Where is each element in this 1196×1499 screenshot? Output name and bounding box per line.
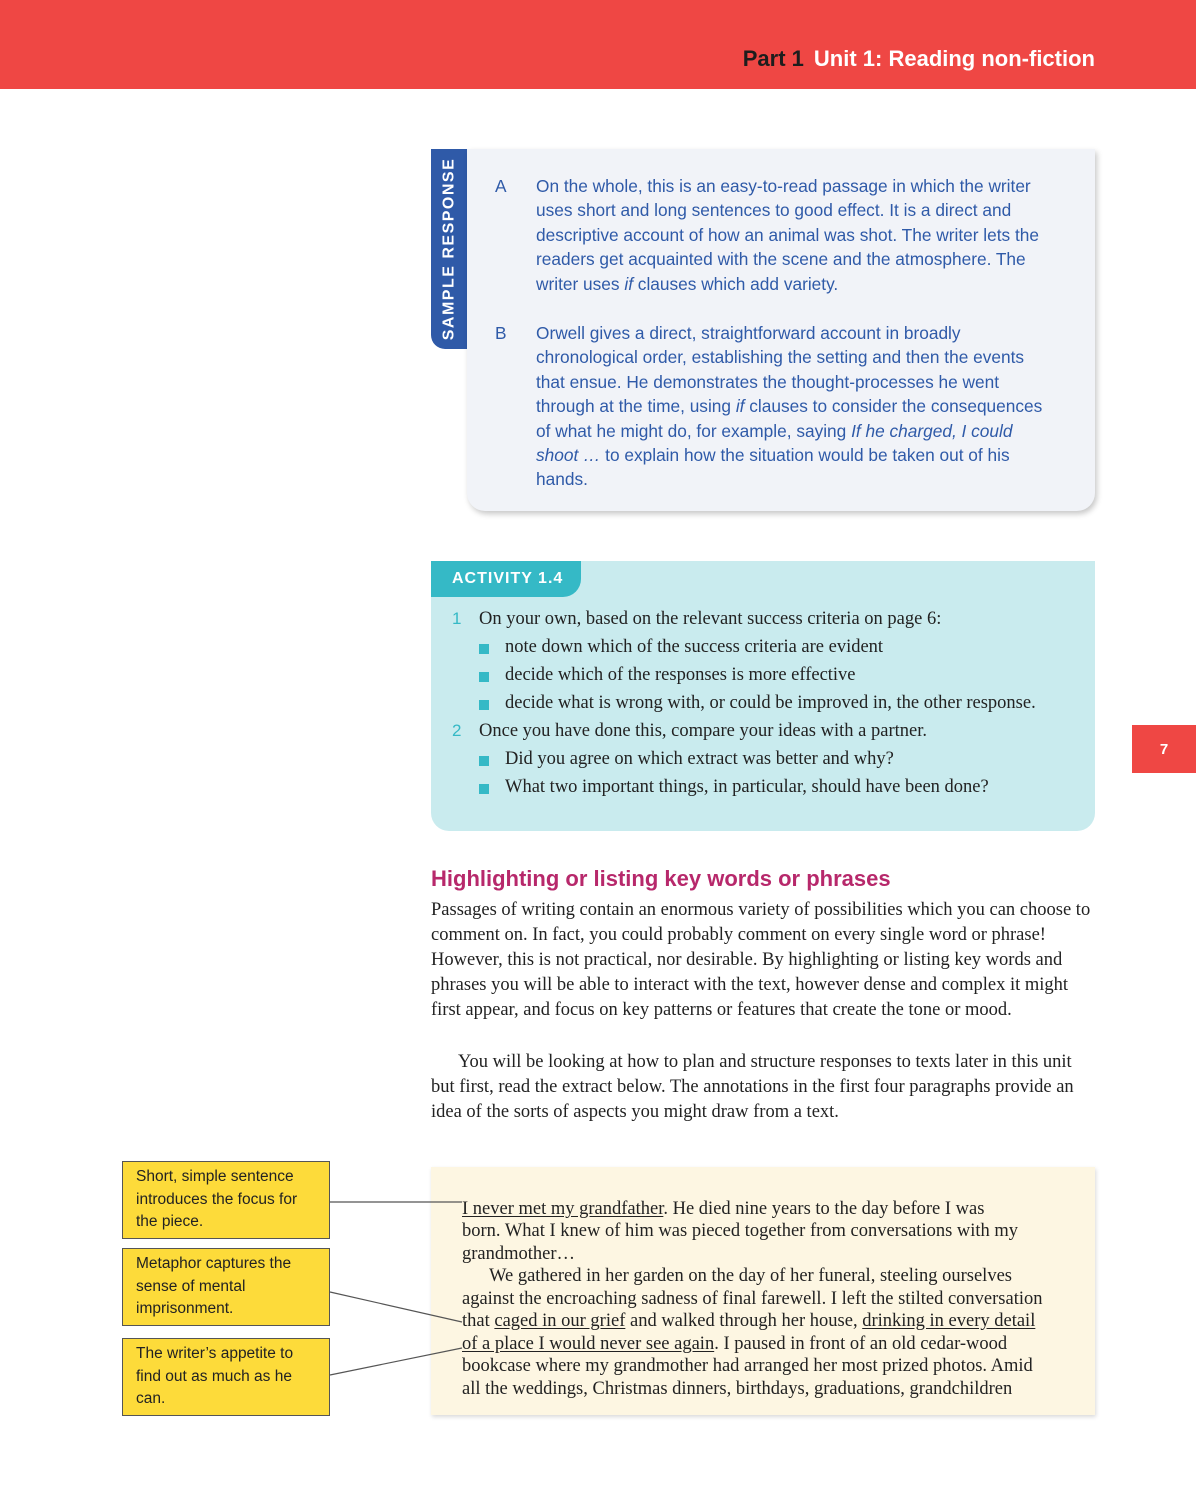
emphasis: if <box>624 273 633 294</box>
extract-line: born. What I knew of him was pieced together from conversations with my <box>462 1221 1019 1241</box>
text-run: and walked through her house, <box>625 1311 863 1331</box>
text-run: . He died nine years to the day before I was <box>663 1199 985 1219</box>
bullet-item: note down which of the success criteria are evident <box>505 637 884 657</box>
header-unit: Unit 1: Reading non-fiction <box>813 46 1095 71</box>
header-part: Part 1 <box>742 46 804 71</box>
extract-line: bookcase where my grandmother had arranged her most prized photos. Amid <box>462 1356 1033 1376</box>
text-run: of what he might do, for example, saying <box>536 420 852 441</box>
bullet-item: Did you agree on which extract was better and why? <box>505 749 894 769</box>
underlined-phrase: caged in our grief <box>494 1311 626 1331</box>
underlined-phrase: of a place I would never see again <box>462 1334 715 1354</box>
bullet-item: What two important things, in particular, should have been done? <box>505 777 989 797</box>
response-b-letter: B <box>495 323 507 343</box>
response-a-line: uses short and long sentences to good effect. It is a direct and <box>536 200 1012 221</box>
sample-response-label: SAMPLE RESPONSE <box>440 157 457 341</box>
bullet-item: decide which of the responses is more effective <box>505 665 856 685</box>
extract-line: all the weddings, Christmas dinners, birthdays, graduations, grandchildren <box>462 1379 1013 1399</box>
text-run: clauses which add variety. <box>633 273 839 294</box>
text-run: writer uses <box>536 273 625 294</box>
question-text: Once you have done this, compare your ideas with a partner. <box>479 721 927 741</box>
section-heading: Highlighting or listing key words or phrases <box>431 866 891 891</box>
response-b-line: chronological order, establishing the setting and then the events <box>536 347 1025 368</box>
question-number: 2 <box>452 721 462 740</box>
connector-line-3 <box>330 1348 462 1375</box>
body-paragraph: You will be looking at how to plan and structure responses to texts later in this unit but first, read the extract below. The annotations in the first four paragraphs provide an idea of the sorts of aspects you might draw from a text. <box>431 1052 1074 1123</box>
connector-line-2 <box>330 1292 462 1322</box>
response-b-line: hands. <box>536 469 588 490</box>
emphasis: if <box>735 396 745 417</box>
activity-tab: ACTIVITY 1.4 <box>431 561 581 597</box>
extract-line: against the encroaching sadness of final farewell. I left the stilted conversation <box>462 1289 1043 1309</box>
emphasis: shoot … <box>536 445 601 466</box>
response-a-letter: A <box>495 176 507 196</box>
annotation-box: The writer’s appetite to find out as much as he can. <box>122 1338 330 1416</box>
emphasis: If he charged, I could <box>851 420 1013 441</box>
page-number: 7 <box>1132 725 1196 773</box>
response-b-line: that ensue. He demonstrates the thought-processes he went <box>536 371 1000 392</box>
response-a-line: descriptive account of how an animal was shot. The writer lets the <box>536 224 1040 245</box>
extract-line: grandmother… <box>462 1244 576 1264</box>
response-b-line: Orwell gives a direct, straightforward account in broadly <box>536 323 961 343</box>
body-paragraph: Passages of writing contain an enormous variety of possibilities which you can choose to comment on. In fact, you could probably comment on every single word or phrase! However, this is not practical, nor desirable. By highlighting or listing key words and phrases you will be able to interact with the text, however dense and complex it might first appear, and focus on key patterns or features that create the tone or mood. <box>431 900 1091 1021</box>
extract-line: We gathered in her garden on the day of her funeral, steeling ourselves <box>489 1266 1012 1286</box>
question-text: On your own, based on the relevant success criteria on page 6: <box>479 609 942 629</box>
text-run: through at the time, using <box>536 396 736 417</box>
text-run: . I paused in front of an old cedar-wood <box>714 1334 1008 1354</box>
text-run: that <box>462 1311 495 1331</box>
bullet-item: decide what is wrong with, or could be improved in, the other response. <box>505 693 1036 713</box>
annotation-box: Short, simple sentence introduces the focus for the piece. <box>122 1161 330 1239</box>
response-a-line: readers get acquainted with the scene and the atmosphere. The <box>536 249 1026 270</box>
text-run: clauses to consider the consequences <box>744 396 1043 417</box>
underlined-phrase: drinking in every detail <box>862 1311 1036 1331</box>
text-run: to explain how the situation would be taken out of his <box>600 445 1010 466</box>
underlined-phrase: I never met my grandfather <box>462 1199 664 1219</box>
response-a-line: On the whole, this is an easy-to-read passage in which the writer <box>536 176 1031 196</box>
annotation-box: Metaphor captures the sense of mental imprisonment. <box>122 1248 330 1326</box>
question-number: 1 <box>452 609 462 628</box>
